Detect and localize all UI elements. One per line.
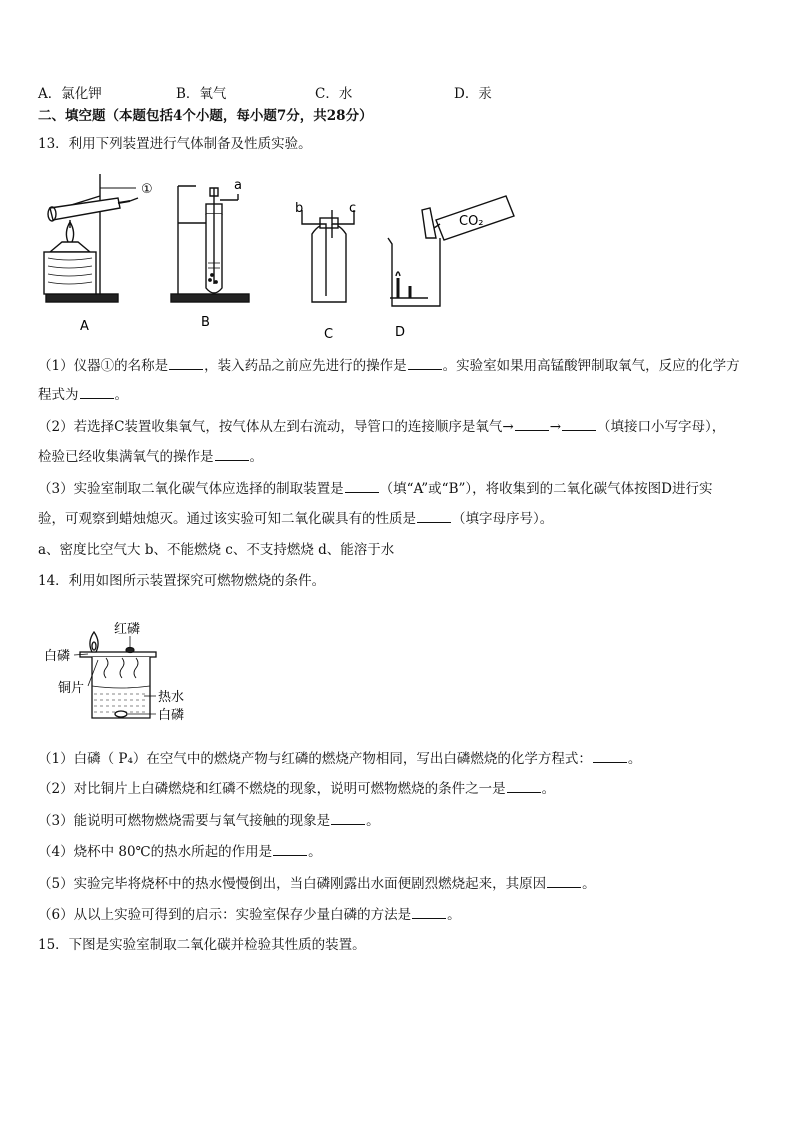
- hot-water-label: 热水: [158, 690, 185, 705]
- q14-part3: （3）能说明可燃物燃烧需要与氧气接触的现象是 。: [38, 810, 380, 831]
- option-a: A．氯化钾: [38, 86, 102, 102]
- option-b: B．氧气: [176, 86, 227, 102]
- answer-blank[interactable]: [273, 841, 307, 856]
- section-title: 二、填空题（本题包括4个小题，每小题7分，共28分）: [38, 108, 373, 124]
- answer-blank[interactable]: [417, 508, 451, 523]
- label-c: C: [324, 327, 334, 342]
- red-phosphorus-label: 红磷: [114, 622, 141, 637]
- q14-combustion-figure: [44, 616, 214, 726]
- apparatus-c-drawing: [302, 210, 354, 302]
- port-b: b: [295, 201, 304, 216]
- port-c: c: [349, 201, 357, 216]
- answer-blank[interactable]: [331, 810, 365, 825]
- q14-part1: （1）白磷（ P₄）在空气中的燃烧产物与红磷的燃烧产物相同，写出白磷燃烧的化学方程式： 。: [38, 748, 641, 769]
- copper-plate-label: 铜片: [58, 681, 85, 696]
- option-d: D．汞: [454, 86, 492, 102]
- apparatus-d-drawing: [388, 196, 514, 306]
- answer-blank[interactable]: [169, 355, 203, 370]
- q14-part5: （5）实验完毕将烧杯中的热水慢慢倒出，当白磷刚露出水面便剧烈燃烧起来，其原因 。: [38, 873, 596, 894]
- option-c: C．水: [315, 86, 353, 102]
- q14-stem: 14．利用如图所示装置探究可燃物燃烧的条件。: [38, 573, 326, 589]
- answer-blank[interactable]: [408, 355, 442, 370]
- q13-part1-line1: （1）仪器①的名称是 ，装入药品之前应先进行的操作是 。实验室如果用高锰酸钾制取氧气，反应的化学方: [38, 355, 740, 376]
- label-d: D: [395, 325, 406, 340]
- q15-stem: 15．下图是实验室制取二氧化碳并检验其性质的装置。: [38, 937, 366, 953]
- q14-part6: （6）从以上实验可得到的启示：实验室保存少量白磷的方法是 。: [38, 904, 461, 925]
- answer-blank[interactable]: [80, 384, 114, 399]
- apparatus-b-drawing: [171, 186, 249, 302]
- q13-part1-line2: 程式为 。: [38, 384, 128, 405]
- answer-blank[interactable]: [412, 904, 446, 919]
- q14-part2: （2）对比铜片上白磷燃烧和红磷不燃烧的现象，说明可燃物燃烧的条件之一是 。: [38, 778, 555, 799]
- answer-blank[interactable]: [215, 446, 249, 461]
- answer-blank[interactable]: [593, 748, 627, 763]
- answer-blank[interactable]: [345, 478, 379, 493]
- q14-part4: （4）烧杯中 80℃的热水所起的作用是 。: [38, 841, 322, 862]
- label-b: B: [201, 315, 210, 330]
- answer-blank[interactable]: [562, 416, 596, 431]
- q13-choices: a、密度比空气大 b、不能燃烧 c、不支持燃烧 d、能溶于水: [38, 542, 395, 558]
- port-a: a: [234, 178, 242, 193]
- answer-blank[interactable]: [507, 778, 541, 793]
- q13-part2-line1: （2）若选择C装置收集氧气，按气体从左到右流动，导管口的连接顺序是氧气→ → （填接口小写字母），: [38, 416, 725, 437]
- answer-blank[interactable]: [515, 416, 549, 431]
- gas-label: CO₂: [459, 214, 484, 229]
- q13-part2-line2: 检验已经收集满氧气的操作是 。: [38, 446, 263, 467]
- q13-part3-line1: （3）实验室制取二氧化碳气体应选择的制取装置是 （填“A”或“B”），将收集到的二氧化碳气体按图D进行实: [38, 478, 712, 499]
- q13-apparatus-figure: [38, 168, 558, 343]
- white-phosphorus-bottom-label: 白磷: [158, 708, 185, 723]
- apparatus-a-drawing: [44, 174, 138, 302]
- answer-blank[interactable]: [547, 873, 581, 888]
- q13-stem: 13．利用下列装置进行气体制备及性质实验。: [38, 136, 312, 152]
- white-phosphorus-top-label: 白磷: [44, 649, 71, 664]
- instrument-mark: ①: [141, 182, 153, 197]
- q13-part3-line2: 验，可观察到蜡烛熄灭。通过该实验可知二氧化碳具有的性质是 （填字母序号）。: [38, 508, 553, 529]
- label-a: A: [80, 319, 89, 334]
